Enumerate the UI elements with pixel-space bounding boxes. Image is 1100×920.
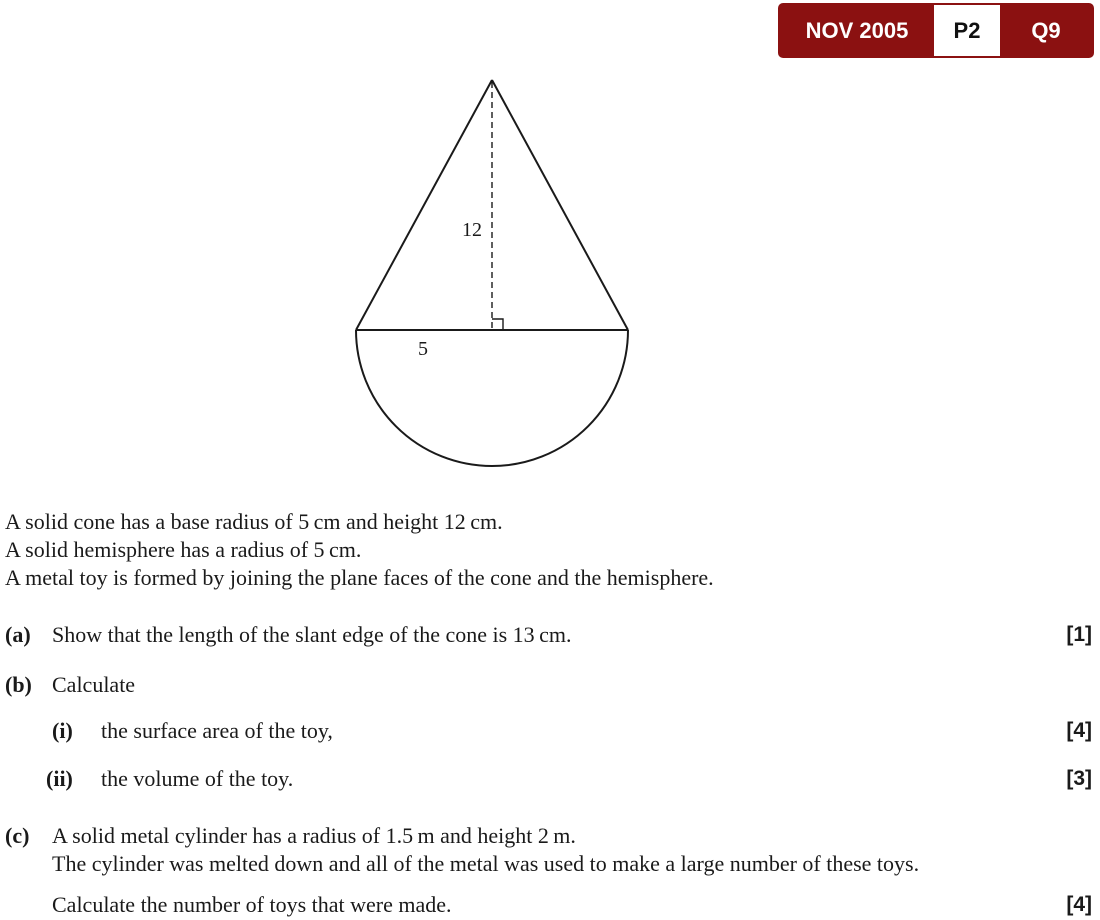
part-b-i-text: the surface area of the toy, <box>101 718 333 743</box>
part-b-i-label: (i) <box>52 718 73 743</box>
cone-right-edge <box>492 80 628 330</box>
part-a-label: (a) <box>5 622 31 647</box>
part-c-line-3: Calculate the number of toys that were made. <box>52 892 452 917</box>
part-b-ii-text: the volume of the toy. <box>101 766 294 791</box>
part-b-label: (b) <box>5 672 32 697</box>
height-label: 12 <box>462 219 482 241</box>
part-a-text: Show that the length of the slant edge of the cone is 13 cm. <box>52 622 572 647</box>
part-c-line-1: A solid metal cylinder has a radius of 1.5 m and height 2 m. <box>52 823 576 848</box>
part-a-marks: [1] <box>1066 623 1092 646</box>
part-c-label: (c) <box>5 823 30 848</box>
intro-line-1: A solid cone has a base radius of 5 cm and height 12 cm. <box>5 509 503 534</box>
cone-left-edge <box>356 80 492 330</box>
part-c-line-2: The cylinder was melted down and all of the metal was used to make a large number of these toys. <box>52 851 920 876</box>
part-b-text: Calculate <box>52 672 136 697</box>
part-c-marks: [4] <box>1066 893 1092 916</box>
paper-number: P2 <box>934 5 1000 56</box>
part-b-ii-marks: [3] <box>1066 767 1092 790</box>
right-angle-mark <box>492 319 503 330</box>
hemisphere-arc <box>356 330 628 466</box>
question-number: Q9 <box>1031 17 1061 43</box>
radius-label: 5 <box>418 338 428 360</box>
intro-line-2: A solid hemisphere has a radius of 5 cm. <box>5 537 362 562</box>
part-b-i-marks: [4] <box>1066 719 1092 742</box>
part-b-ii-label: (ii) <box>46 766 73 791</box>
intro-line-3: A metal toy is formed by joining the plane faces of the cone and the hemisphere. <box>5 565 714 590</box>
exam-session: NOV 2005 <box>805 17 909 43</box>
